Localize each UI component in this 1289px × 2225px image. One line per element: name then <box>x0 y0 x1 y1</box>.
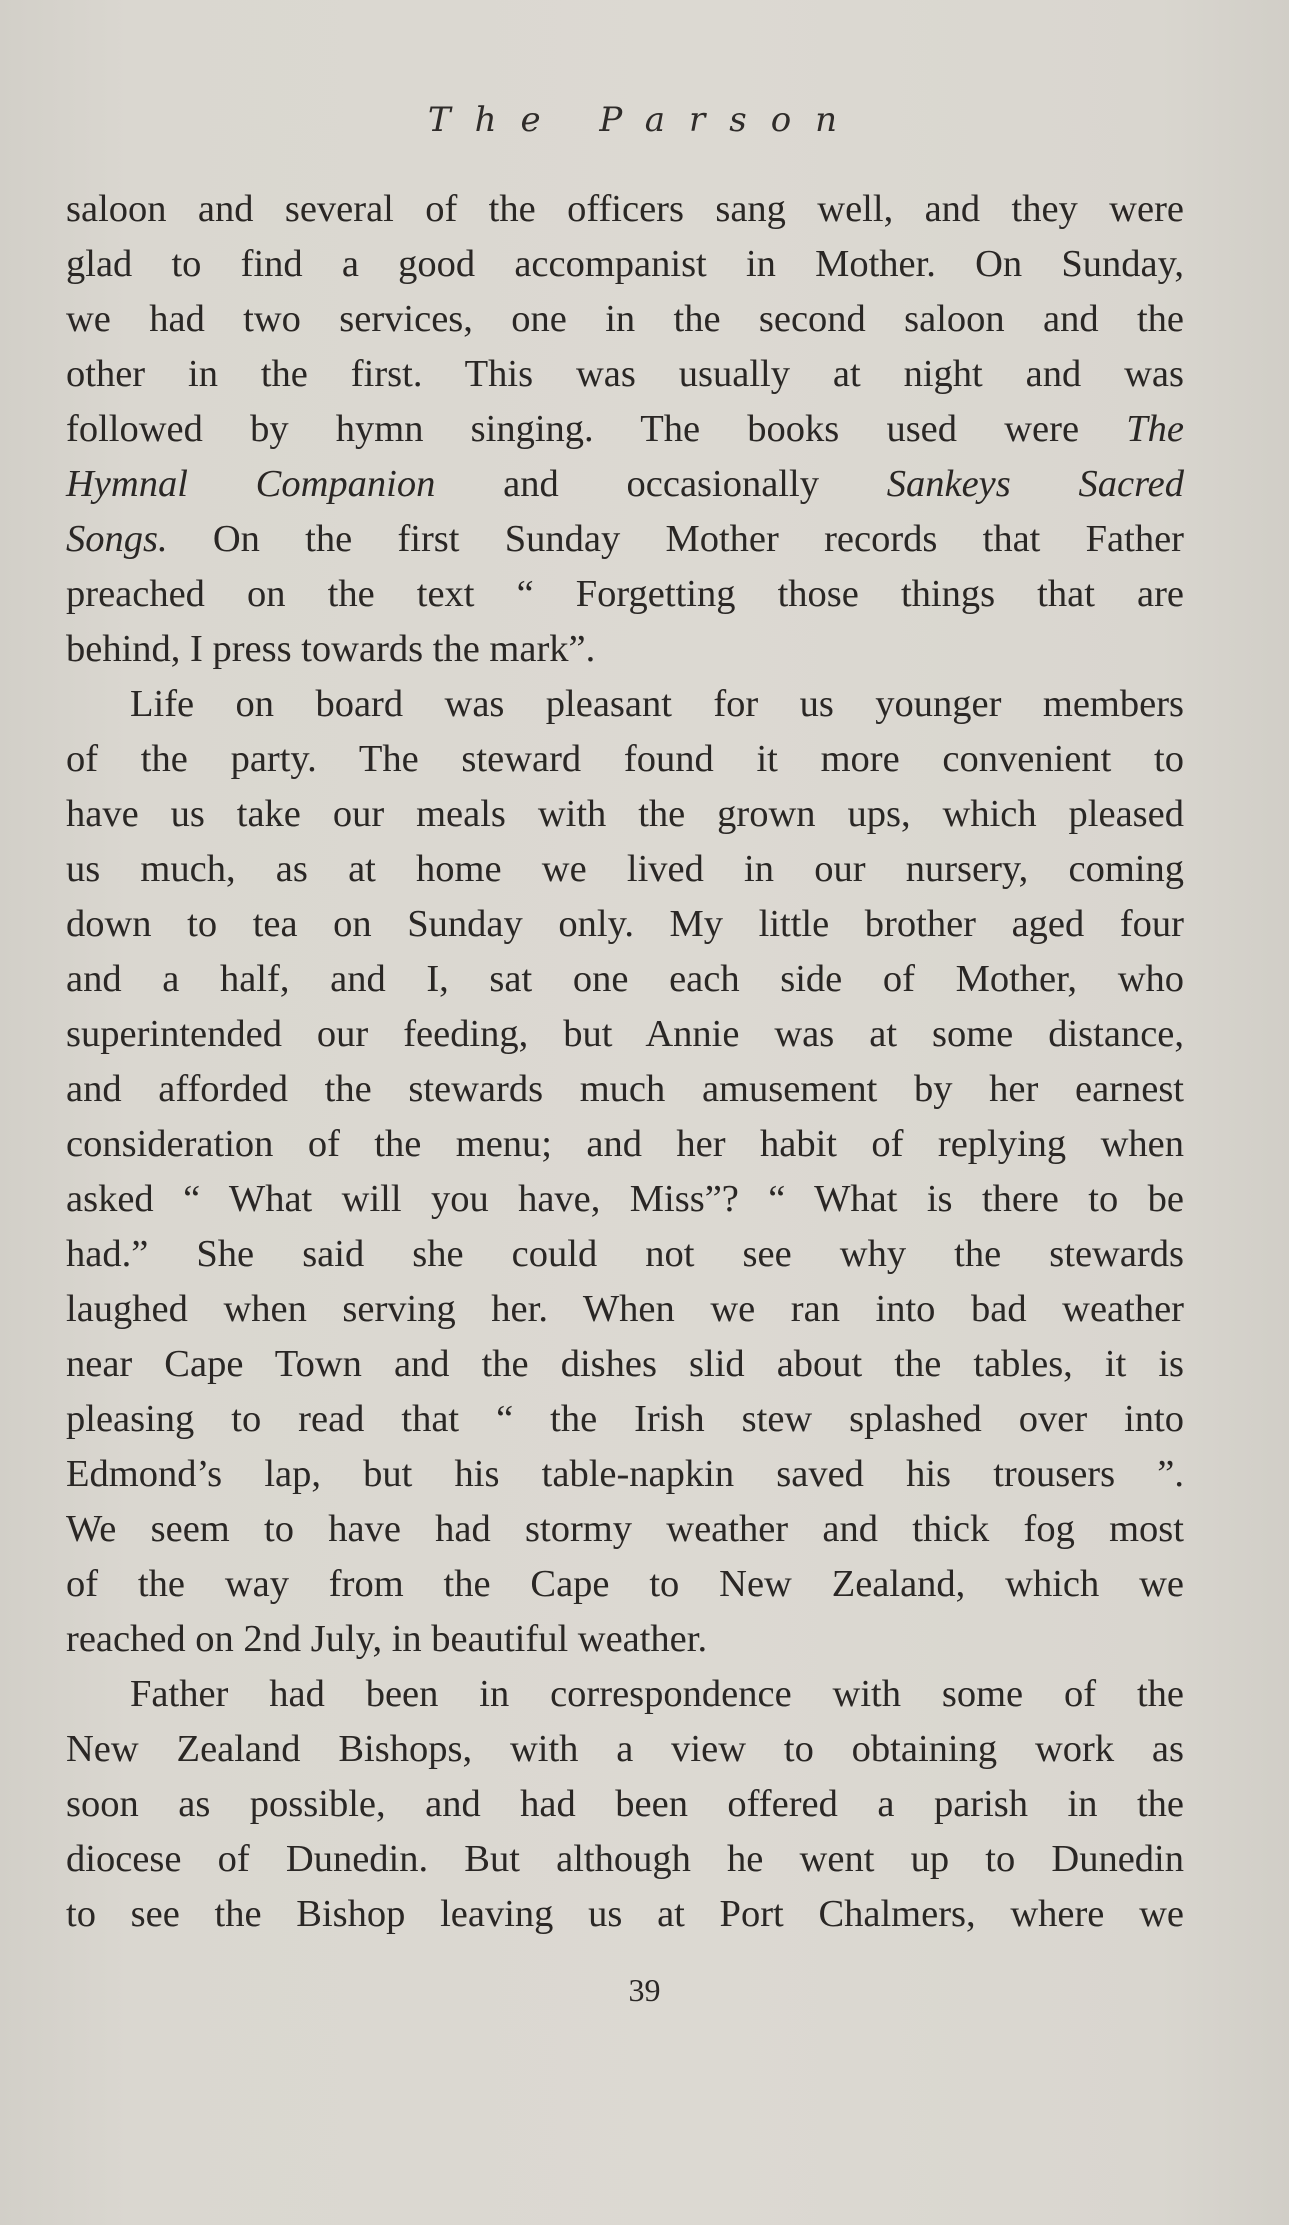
italic-title: Sankeys Sacred <box>886 463 1184 505</box>
text-run: pleasing to read that “ the Irish stew splashed over into <box>66 1398 1184 1440</box>
text-line <box>66 1612 1184 1667</box>
text-run: Edmond’s lap, but his table-napkin saved his trousers ”. <box>66 1453 1184 1495</box>
text-run: superintended our feeding, but Annie was at some distance, <box>66 1013 1184 1055</box>
text-line <box>66 512 1184 567</box>
text-run: reached on 2nd July, in beautiful weather. <box>66 1618 708 1660</box>
text-line <box>66 677 1184 732</box>
text-run: have us take our meals with the grown ups, which pleased <box>66 793 1184 835</box>
text-run: and occasionally <box>435 463 887 505</box>
text-run: other in the first. This was usually at night and was <box>66 353 1184 395</box>
text-run: followed by hymn singing. The books used were <box>66 408 1127 450</box>
text-run: soon as possible, and had been offered a parish in the <box>66 1783 1184 1825</box>
body-text <box>66 182 1184 1942</box>
text-run: and a half, and I, sat one each side of Mother, who <box>66 958 1184 1000</box>
text-line <box>66 1667 1184 1722</box>
text-line <box>66 457 1184 512</box>
text-line <box>66 842 1184 897</box>
text-line <box>66 1227 1184 1282</box>
text-run: Father had been in correspondence with some of the <box>130 1673 1184 1715</box>
text-line <box>66 1117 1184 1172</box>
text-line <box>66 1832 1184 1887</box>
text-run: consideration of the menu; and her habit of replying when <box>66 1123 1184 1165</box>
text-run: of the way from the Cape to New Zealand, which we <box>66 1563 1184 1605</box>
text-line <box>66 1337 1184 1392</box>
page-number: 39 <box>628 1972 661 2008</box>
paragraph <box>66 677 1184 1667</box>
text-run: and afforded the stewards much amusement by her earnest <box>66 1068 1184 1110</box>
text-line <box>66 182 1184 237</box>
text-run: we had two services, one in the second saloon and the <box>66 298 1184 340</box>
text-run: to see the Bishop leaving us at Port Chalmers, where we <box>66 1893 1184 1935</box>
text-run: On the first Sunday Mother records that Father <box>167 518 1184 560</box>
paragraph <box>66 182 1184 677</box>
text-line <box>66 292 1184 347</box>
text-line <box>66 1557 1184 1612</box>
text-line <box>66 1062 1184 1117</box>
text-run: asked “ What will you have, Miss”? “ What is there to be <box>66 1178 1184 1220</box>
text-line <box>66 952 1184 1007</box>
text-line <box>66 347 1184 402</box>
text-line <box>66 897 1184 952</box>
text-run: near Cape Town and the dishes slid about the tables, it is <box>66 1343 1184 1385</box>
text-run: preached on the text “ Forgetting those things that are <box>66 573 1184 615</box>
text-run: had.” She said she could not see why the stewards <box>66 1233 1184 1275</box>
text-line <box>66 732 1184 787</box>
text-line <box>66 1007 1184 1062</box>
text-line <box>66 1392 1184 1447</box>
text-line <box>66 1282 1184 1337</box>
text-run: New Zealand Bishops, with a view to obtaining work as <box>66 1728 1184 1770</box>
text-run: of the party. The steward found it more convenient to <box>66 738 1184 780</box>
text-line <box>66 1887 1184 1942</box>
text-line <box>66 1172 1184 1227</box>
italic-title: The <box>1126 408 1184 450</box>
text-line <box>66 622 1184 677</box>
text-line <box>66 567 1184 622</box>
text-line <box>66 1722 1184 1777</box>
paragraph <box>66 1667 1184 1942</box>
text-line <box>66 237 1184 292</box>
text-line <box>66 1447 1184 1502</box>
text-run: laughed when serving her. When we ran into bad weather <box>66 1288 1184 1330</box>
text-run: diocese of Dunedin. But although he went up to Dunedin <box>66 1838 1184 1880</box>
text-run: down to tea on Sunday only. My little brother aged four <box>66 903 1184 945</box>
text-run: saloon and several of the officers sang well, and they were <box>66 188 1184 230</box>
italic-title: Hymnal Companion <box>66 463 436 505</box>
italic-title: Songs. <box>66 518 168 560</box>
text-line <box>66 1502 1184 1557</box>
text-run: glad to find a good accompanist in Mother. On Sunday, <box>66 243 1184 285</box>
text-line <box>66 1777 1184 1832</box>
text-run: us much, as at home we lived in our nursery, coming <box>66 848 1184 890</box>
text-line <box>66 787 1184 842</box>
text-line <box>66 402 1184 457</box>
text-run: Life on board was pleasant for us younger members <box>130 683 1184 725</box>
text-run: behind, I press towards the mark”. <box>66 628 596 670</box>
running-head: The Parson <box>427 100 862 140</box>
text-run: We seem to have had stormy weather and thick fog most <box>66 1508 1184 1550</box>
